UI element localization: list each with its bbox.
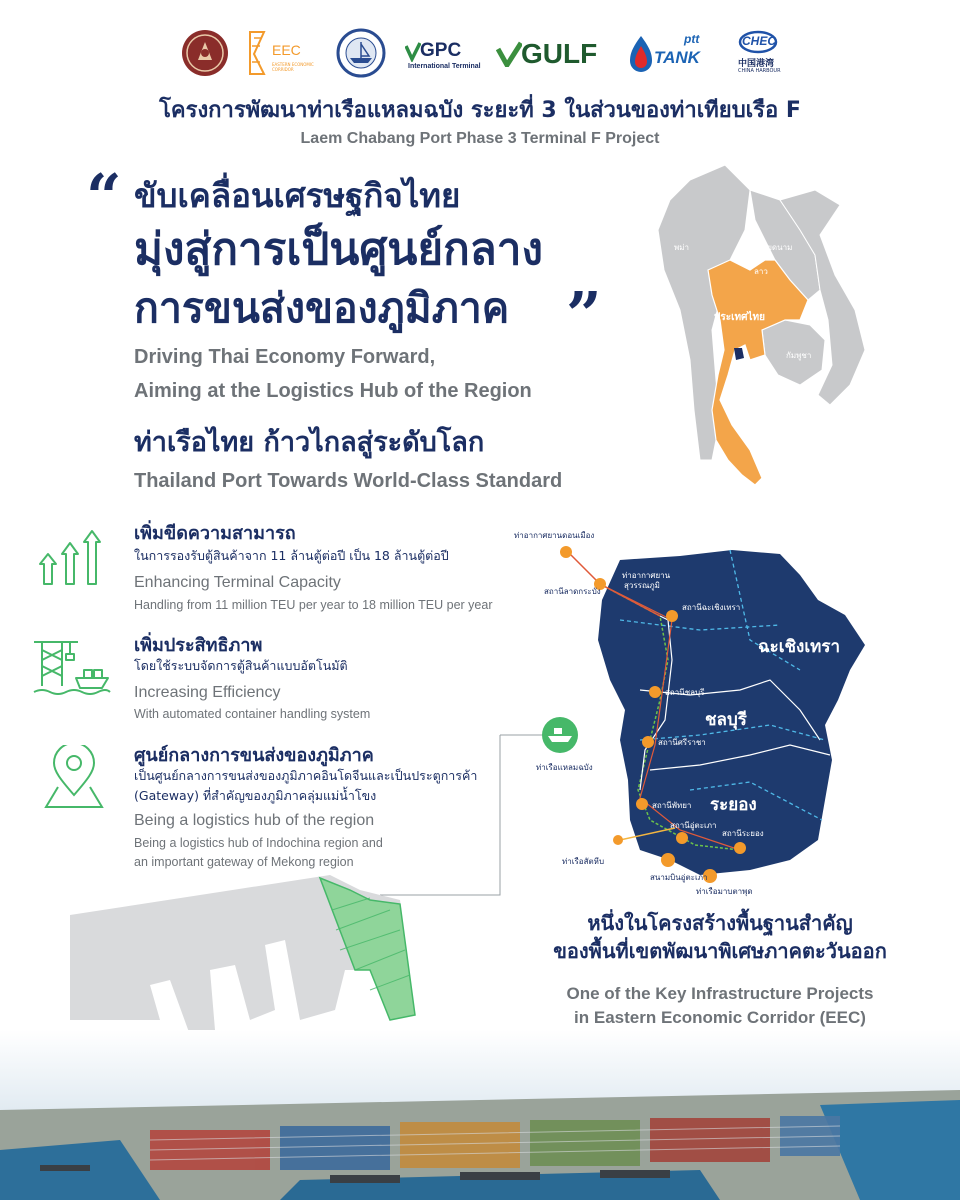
region-map: [650, 160, 950, 500]
capacity-arrows-icon: [38, 528, 108, 588]
feature-2-description-thai: โดยใช้ระบบจัดการตู้สินค้าแบบอัตโนมัติ: [134, 658, 348, 673]
feature-1-description-thai: ในการรองรับตู้สินค้าจาก 11 ล้านตู้ต่อปี เป็น 18 ล้านตู้ต่อปี: [134, 548, 449, 563]
thailand-label: ประเทศไทย: [714, 312, 765, 323]
cambodia-label: กัมพูชา: [786, 351, 812, 360]
port-aerial-photo: [0, 1030, 960, 1200]
feature-3-description-english-2: an important gateway of Mekong region: [134, 855, 354, 869]
vietnam-label: เวียดนาม: [760, 243, 793, 252]
ptt-logo-text: ptt: [684, 32, 700, 46]
chec-logo-cn: 中国港湾: [738, 59, 775, 69]
crane-ship-icon: [32, 636, 112, 696]
myanmar-label: พม่า: [674, 243, 690, 252]
rayong-station-label: สถานีระยอง: [722, 829, 764, 838]
lat-krabang-label: สถานีลาดกระบัง: [544, 587, 601, 596]
port-authority-seal-logo: [336, 28, 386, 78]
close-quote-mark: ”: [566, 278, 602, 351]
feature-1-description-english: Handling from 11 million TEU per year to 18 million TEU per year: [134, 598, 493, 612]
laos-label: ลาว: [754, 267, 768, 276]
feature-1-title-thai: เพิ่มขีดความสามารถ: [134, 523, 296, 544]
pattaya-station-label: สถานีพัทยา: [652, 801, 692, 810]
terminal-f-outline: [70, 870, 430, 1040]
province-chonburi-label: ชลบุรี: [705, 710, 747, 730]
hero-line-1: ขับเคลื่อนเศรษฐกิจไทย: [134, 176, 461, 215]
feature-3-description-thai-1: เป็นศูนย์กลางการขนส่งของภูมิภาคอินโดจีนและเป็นประตูการค้า: [134, 768, 478, 783]
don-mueang-label: ท่าอากาศยานดอนเมือง: [514, 531, 595, 540]
sub-heading-english: Thailand Port Towards World-Class Standard: [134, 470, 563, 492]
tank-logo-text: TANK: [654, 48, 700, 67]
key-infrastructure-thai-2: ของพื้นที่เขตพัฒนาพิเศษภาคตะวันออก: [553, 939, 887, 963]
sattahip-label: ท่าเรือสัตหีบ: [562, 857, 605, 866]
province-rayong-label: ระยอง: [710, 795, 757, 815]
map-ta-phut-label: ท่าเรือมาบตาพุด: [696, 887, 753, 896]
laem-chabang-label: ท่าเรือแหลมฉบัง: [536, 763, 593, 772]
gpc-logo: [405, 28, 481, 78]
suvarnabhumi-label-2: สุวรรณภูมิ: [624, 581, 660, 590]
suvarnabhumi-label-1: ท่าอากาศยาน: [622, 571, 671, 580]
gpc-logo-subtext: International Terminal: [408, 63, 481, 70]
key-infrastructure-thai-1: หนึ่งในโครงสร้างพื้นฐานสำคัญ: [587, 911, 853, 935]
project-title-thai: โครงการพัฒนาท่าเรือแหลมฉบัง ระยะที่ 3 ในส่วนของท่าเทียบเรือ F: [159, 98, 801, 123]
feature-3-description-thai-2: (Gateway) ที่สำคัญของภูมิภาคลุ่มแม่น้ำโขง: [134, 788, 377, 803]
eec-logo-text: EEC: [272, 42, 301, 58]
eec-map: [500, 520, 920, 900]
gpc-logo-text: GPC: [420, 40, 462, 61]
chec-logo: [734, 28, 784, 78]
gulf-logo: [496, 28, 608, 78]
feature-3-title-thai: ศูนย์กลางการขนส่งของภูมิภาค: [134, 745, 374, 766]
government-seal-logo: [180, 28, 230, 78]
eec-logo-subtext: EASTERN ECONOMIC CORRIDOR: [272, 62, 314, 72]
gulf-logo-text: GULF: [521, 38, 598, 69]
feature-3-title-english: Being a logistics hub of the region: [134, 812, 375, 829]
hero-english-line-2: Aiming at the Logistics Hub of the Region: [134, 380, 532, 402]
province-chachoengsao-label: ฉะเชิงเทรา: [758, 637, 841, 657]
feature-2-title-english: Increasing Efficiency: [134, 684, 281, 701]
chec-logo-subtext: CHINA HARBOUR: [738, 68, 781, 74]
project-title-english: Laem Chabang Port Phase 3 Terminal F Project: [300, 130, 660, 147]
eec-logo: [244, 28, 324, 78]
feature-2-description-english: With automated container handling system: [134, 707, 371, 721]
hero-english-line-1: Driving Thai Economy Forward,: [134, 346, 436, 368]
location-pin-icon: [44, 745, 104, 815]
chec-logo-text: CHEC: [742, 34, 777, 48]
feature-1-title-english: Enhancing Terminal Capacity: [134, 574, 341, 591]
hero-line-3: การขนส่งของภูมิภาค: [134, 284, 510, 332]
feature-2-title-thai: เพิ่มประสิทธิภาพ: [134, 635, 263, 656]
key-infrastructure-english-1: One of the Key Infrastructure Projects: [566, 984, 874, 1003]
utapao-airport-label: สนามบินอู่ตะเภา: [650, 873, 708, 882]
feature-3-description-english-1: Being a logistics hub of Indochina region and: [134, 836, 383, 850]
sriracha-station-label: สถานีศรีราชา: [658, 738, 706, 747]
utapao-station-label: สถานีอู่ตะเภา: [670, 821, 717, 830]
ptt-tank-logo: [626, 28, 712, 78]
chachoengsao-station-label: สถานีฉะเชิงเทรา: [682, 603, 741, 612]
chonburi-station-label: สถานีชลบุรี: [665, 688, 705, 697]
partner-logos: [0, 28, 960, 78]
key-infrastructure-english-2: in Eastern Economic Corridor (EEC): [574, 1008, 866, 1027]
sub-heading-thai: ท่าเรือไทย ก้าวไกลสู่ระดับโลก: [134, 427, 485, 458]
hero-line-2: มุ่งสู่การเป็นศูนย์กลาง: [134, 224, 543, 275]
open-quote-mark: “: [86, 160, 122, 233]
